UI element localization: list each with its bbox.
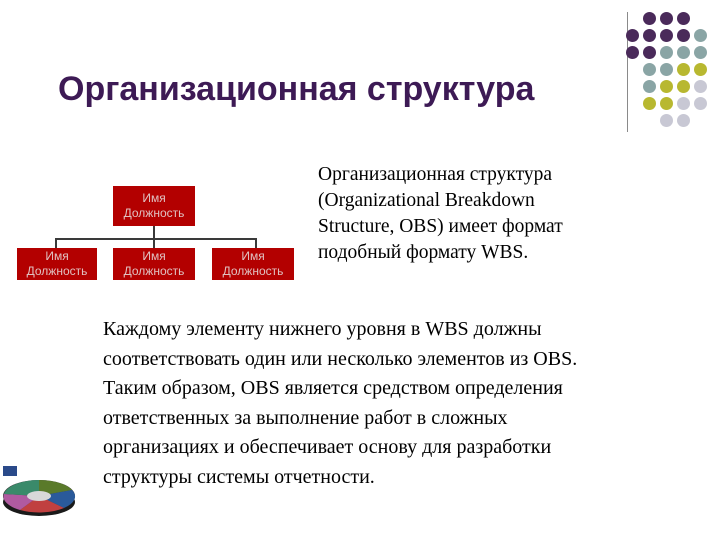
dot xyxy=(643,12,656,25)
org-box-top xyxy=(113,186,195,226)
dot xyxy=(694,97,707,110)
text-line: подобный формату WBS. xyxy=(318,242,529,263)
org-box-child xyxy=(113,248,195,280)
dot xyxy=(660,114,673,127)
connector xyxy=(255,238,257,248)
org-box-name: Имя xyxy=(142,191,166,205)
dot xyxy=(660,29,673,42)
org-box-role: Должность xyxy=(123,206,185,220)
dot xyxy=(677,12,690,25)
text-line: Организационная структура xyxy=(318,164,552,185)
main-paragraph xyxy=(103,315,703,492)
org-box-name: Имя xyxy=(45,249,69,263)
dot xyxy=(677,46,690,59)
dot xyxy=(660,97,673,110)
dot xyxy=(660,80,673,93)
dot xyxy=(660,12,673,25)
org-box-child xyxy=(212,248,294,280)
dot xyxy=(643,80,656,93)
slide-title: Организационная структура xyxy=(58,70,535,108)
org-box-child xyxy=(17,248,97,280)
dot xyxy=(677,114,690,127)
dot xyxy=(643,97,656,110)
text-line: Каждому элементу нижнего уровня в WBS должны xyxy=(103,318,542,340)
dot xyxy=(643,46,656,59)
dot xyxy=(643,29,656,42)
text-line: организациях и обеспечивает основу для разработки xyxy=(103,436,552,458)
text-line: Таким образом, OBS является средством определения xyxy=(103,377,563,399)
org-box-role: Должность xyxy=(222,264,284,278)
dot xyxy=(677,80,690,93)
connector xyxy=(153,226,155,238)
dot xyxy=(643,63,656,76)
connector xyxy=(55,238,257,240)
obs-description xyxy=(318,162,648,266)
text-line: соответствовать один или несколько элементов из OBS. xyxy=(103,347,578,370)
text-line: (Organizational Breakdown xyxy=(318,190,535,211)
dot xyxy=(660,63,673,76)
org-box-name: Имя xyxy=(241,249,265,263)
connector xyxy=(55,238,57,248)
dot xyxy=(626,46,639,59)
text-line: Structure, OBS) имеет формат xyxy=(318,216,563,237)
dot xyxy=(694,63,707,76)
dot xyxy=(677,63,690,76)
org-box-role: Должность xyxy=(123,264,185,278)
dot xyxy=(626,29,639,42)
dot xyxy=(694,46,707,59)
dot xyxy=(677,29,690,42)
dot xyxy=(694,29,707,42)
text-line: структуры системы отчетности. xyxy=(103,465,375,488)
connector xyxy=(153,238,155,248)
org-box-role: Должность xyxy=(26,264,88,278)
pie-wheel-logo xyxy=(0,462,78,520)
dot xyxy=(677,97,690,110)
dot xyxy=(660,46,673,59)
dot xyxy=(694,80,707,93)
text-line: ответственных за выполнение работ в сложных xyxy=(103,406,508,429)
org-box-name: Имя xyxy=(142,249,166,263)
